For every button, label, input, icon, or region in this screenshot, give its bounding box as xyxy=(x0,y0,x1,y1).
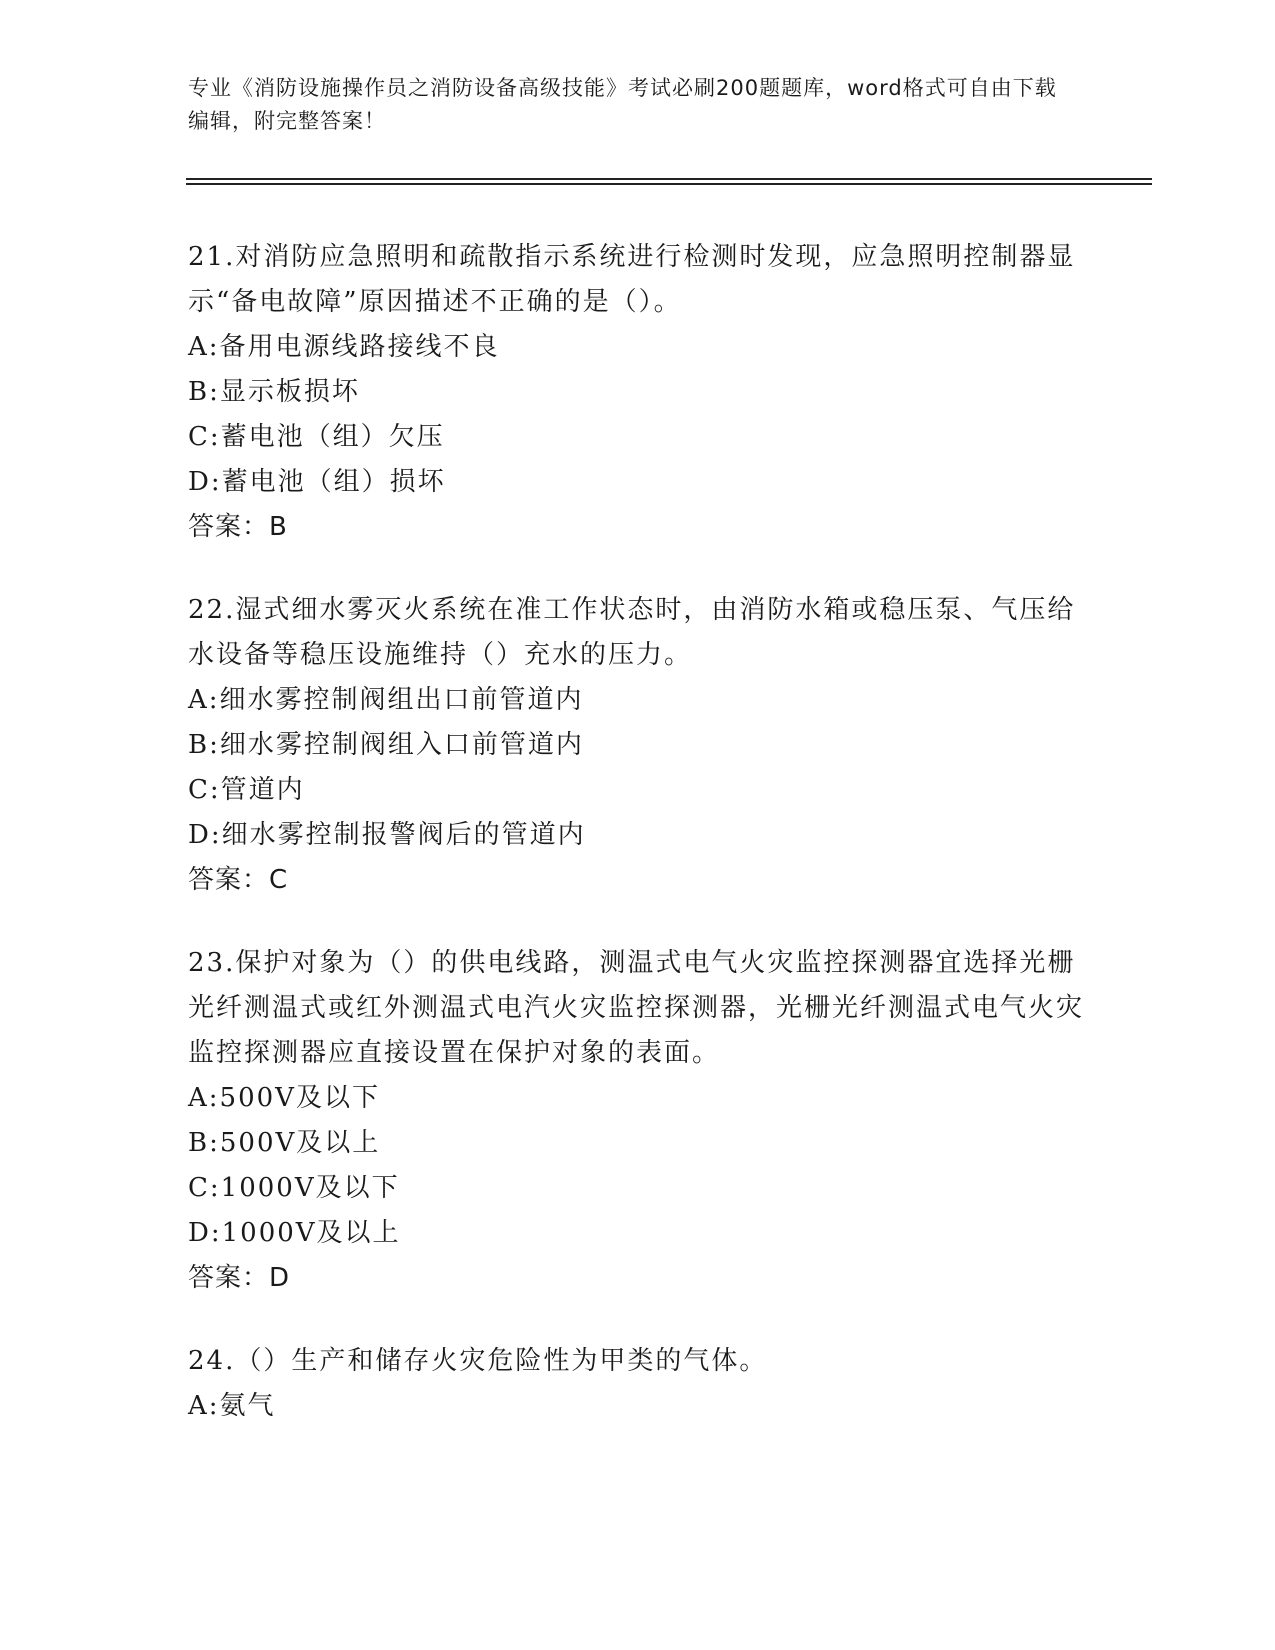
option-d: D:1000V及以上 xyxy=(188,1218,401,1248)
answer: 答案：B xyxy=(188,512,288,542)
header-divider-bottom xyxy=(186,183,1152,185)
option-d: D:细水雾控制报警阀后的管道内 xyxy=(188,820,586,850)
option-b: B:显示板损坏 xyxy=(188,377,360,407)
question-22 xyxy=(188,588,1088,903)
option-a: A:氨气 xyxy=(188,1391,276,1421)
option-a: A:500V及以下 xyxy=(188,1083,380,1113)
option-a: A:细水雾控制阀组出口前管道内 xyxy=(188,685,584,715)
question-stem: 24.（）生产和储存火灾危险性为甲类的气体。 xyxy=(188,1346,768,1376)
question-stem: 23.保护对象为（）的供电线路，测温式电气火灾监控探测器宜选择光栅光纤测温式或红外测温式电汽火灾监控探测器，光栅光纤测温式电气火灾监控探测器应直接设置在保护对象的表面。 xyxy=(188,948,1085,1068)
answer: 答案：C xyxy=(188,865,289,895)
option-c: C:蓄电池（组）欠压 xyxy=(188,422,445,452)
option-b: B:细水雾控制阀组入口前管道内 xyxy=(188,730,584,760)
question-list xyxy=(188,235,1088,1467)
option-a: A:备用电源线路接线不良 xyxy=(188,332,500,362)
question-stem: 21.对消防应急照明和疏散指示系统进行检测时发现，应急照明控制器显示“备电故障”原因描述不正确的是（）。 xyxy=(188,242,1076,317)
option-c: C:1000V及以下 xyxy=(188,1173,400,1203)
answer: 答案：D xyxy=(188,1263,291,1293)
question-21 xyxy=(188,235,1088,550)
question-23 xyxy=(188,941,1088,1301)
option-c: C:管道内 xyxy=(188,775,305,805)
document-header: 专业《消防设施操作员之消防设备高级技能》考试必刷200题题库，word格式可自由下载编辑，附完整答案！ xyxy=(188,76,1057,133)
question-24 xyxy=(188,1339,1088,1429)
header-divider-top xyxy=(186,178,1152,180)
question-stem: 22.湿式细水雾灭火系统在准工作状态时，由消防水箱或稳压泵、气压给水设备等稳压设施维持（）充水的压力。 xyxy=(188,595,1076,670)
option-b: B:500V及以上 xyxy=(188,1128,381,1158)
option-d: D:蓄电池（组）损坏 xyxy=(188,467,446,497)
